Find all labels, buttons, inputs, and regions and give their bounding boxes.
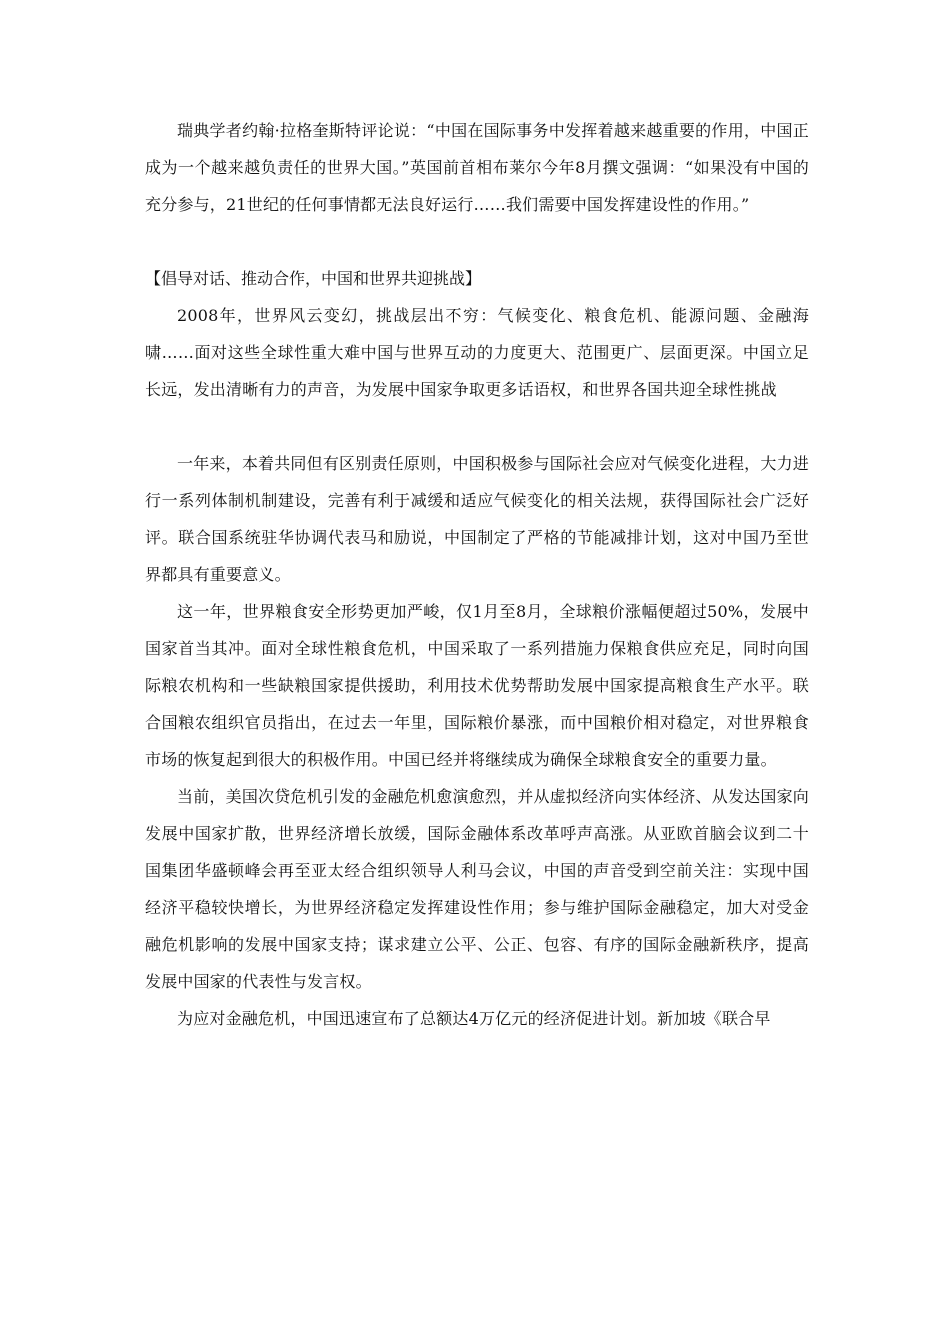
document-page [145, 112, 809, 1037]
paragraph-financial-crisis: 当前，美国次贷危机引发的金融危机愈演愈烈，并从虚拟经济向实体经济、从发达国家向发展中国家扩散，世界经济增长放缓，国际金融体系改革呼声高涨。从亚欧首脑会议到二十国集团华盛顿峰会再至亚太经合组织领导人利马会议，中国的声音受到空前关注：实现中国经济平稳较快增长，为世界经济稳定发挥建设性作用；参与维护国际金融稳定，加大对受金融危机影响的发展中国家支持；谋求建立公平、公正、包容、有序的国际金融新秩序，提高发展中国家的代表性与发言权。 [145, 787, 809, 991]
paragraph-food-security: 这一年，世界粮食安全形势更加严峻，仅1月至8月，全球粮价涨幅便超过50%，发展中国家首当其冲。面对全球性粮食危机，中国采取了一系列措施力保粮食供应充足，同时向国际粮农机构和一些缺粮国家提供援助，利用技术优势帮助发展中国家提高粮食生产水平。联合国粮农组织官员指出，在过去一年里，国际粮价暴涨，而中国粮价相对稳定，对世界粮食市场的恢复起到很大的积极作用。中国已经并将继续成为确保全球粮食安全的重要力量。 [145, 602, 809, 769]
section-heading: 【倡导对话、推动合作，中国和世界共迎挑战】 [145, 269, 482, 288]
spacer [145, 408, 809, 445]
paragraph-stimulus-plan: 为应对金融危机，中国迅速宣布了总额达4万亿元的经济促进计划。新加坡《联合早 [177, 1009, 771, 1028]
spacer [145, 223, 809, 260]
paragraph-climate-change: 一年来，本着共同但有区别责任原则，中国积极参与国际社会应对气候变化进程，大力进行一系列体制机制建设，完善有利于减缓和适应气候变化的相关法规，获得国际社会广泛好评。联合国系统驻华协调代表马和励说，中国制定了严格的节能减排计划，这对中国乃至世界都具有重要意义。 [145, 454, 809, 584]
paragraph-2008-intro: 2008年，世界风云变幻，挑战层出不穷：气候变化、粮食危机、能源问题、金融海啸……面对这些全球性重大难中国与世界互动的力度更大、范围更广、层面更深。中国立足长远，发出清晰有力的声音，为发展中国家争取更多话语权，和世界各国共迎全球性挑战 [145, 306, 809, 399]
paragraph-swedish-scholar: 瑞典学者约翰·拉格奎斯特评论说：“中国在国际事务中发挥着越来越重要的作用，中国正成为一个越来越负责任的世界大国。”英国前首相布莱尔今年8月撰文强调：“如果没有中国的充分参与，21世纪的任何事情都无法良好运行……我们需要中国发挥建设性的作用。” [145, 121, 809, 214]
